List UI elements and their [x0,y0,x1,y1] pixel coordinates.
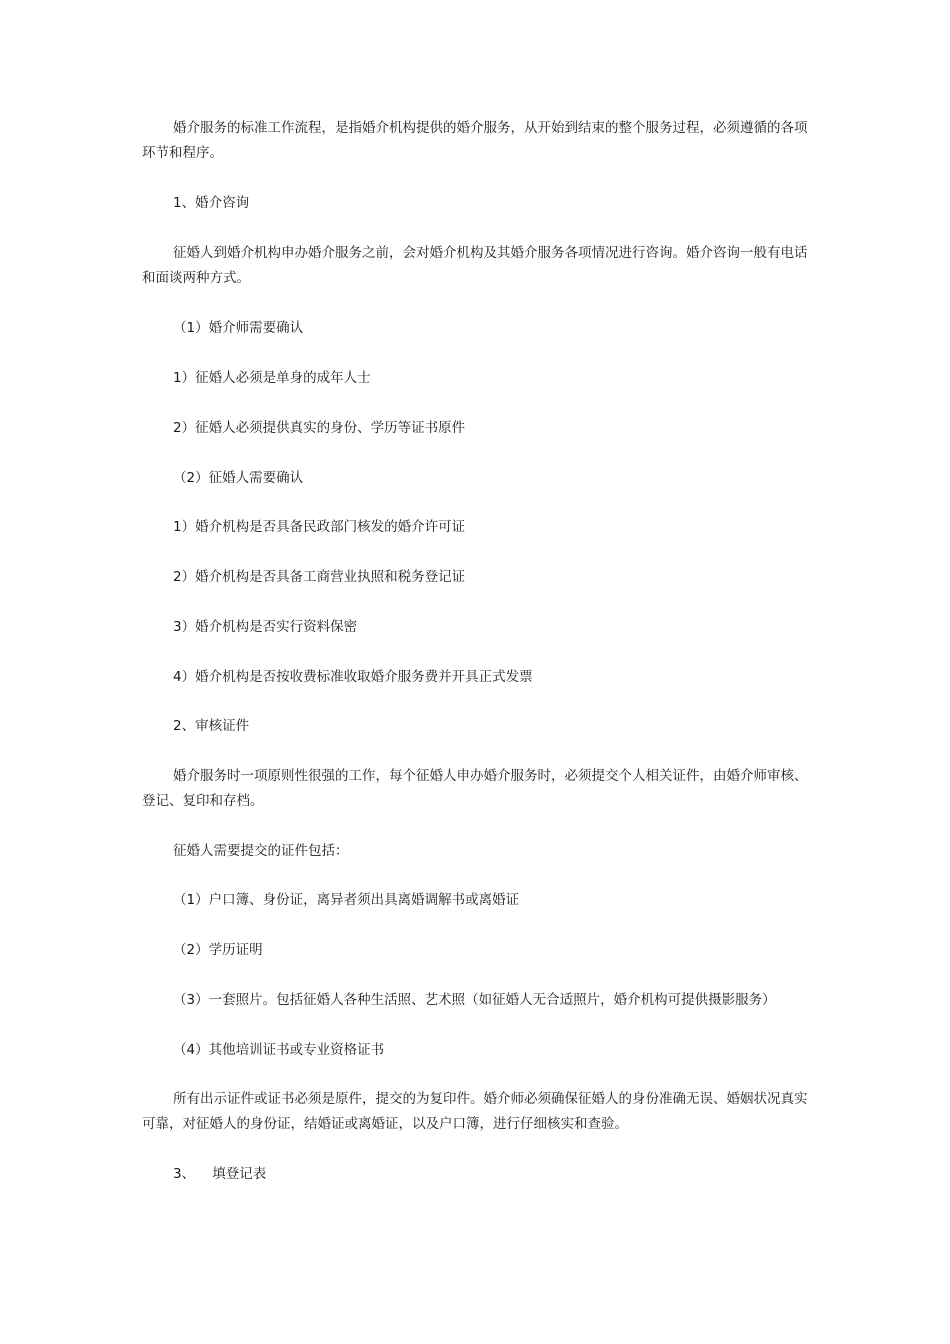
list-item: （2）学历证明 [173,942,263,958]
consultation-paragraph: 征婚人到婚介机构申办婚介服务之前，会对婚介机构及其婚介服务各项情况进行咨询。婚介咨询一般有电话和面谈两种方式。 [142,245,808,286]
list-item: （1）户口簿、身份证，离异者须出具离婚调解书或离婚证 [173,892,520,908]
list-item: 2）婚介机构是否具备工商营业执照和税务登记证 [173,569,466,585]
intro-paragraph: 婚介服务的标准工作流程，是指婚介机构提供的婚介服务，从开始到结束的整个服务过程，必须遵循的各项环节和程序。 [142,120,808,161]
subheading-matchmaker-confirm: （1）婚介师需要确认 [173,320,304,336]
list-item: 3）婚介机构是否实行资料保密 [173,619,358,635]
list-item: （4）其他培训证书或专业资格证书 [173,1042,385,1058]
section-heading-verify-documents: 2、审核证件 [173,718,250,734]
documents-intro: 征婚人需要提交的证件包括： [173,843,349,859]
section-heading-registration-form: 3、 填登记表 [173,1166,267,1182]
list-item: （3）一套照片。包括征婚人各种生活照、艺术照（如征婚人无合适照片，婚介机构可提供摄影服务） [173,992,776,1008]
verify-paragraph: 婚介服务时一项原则性很强的工作，每个征婚人申办婚介服务时，必须提交个人相关证件，由婚介师审核、登记、复印和存档。 [142,768,808,809]
list-item: 4）婚介机构是否按收费标准收取婚介服务费并开具正式发票 [173,669,533,685]
originals-paragraph: 所有出示证件或证书必须是原件，提交的为复印件。婚介师必须确保征婚人的身份准确无误、婚姻状况真实可靠，对征婚人的身份证，结婚证或离婚证，以及户口簿，进行仔细核实和查验。 [142,1091,808,1132]
list-item: 1）婚介机构是否具备民政部门核发的婚介许可证 [173,519,466,535]
list-item: 1）征婚人必须是单身的成年人士 [173,370,371,386]
list-item: 2）征婚人必须提供真实的身份、学历等证书原件 [173,420,466,436]
subheading-applicant-confirm: （2）征婚人需要确认 [173,470,304,486]
section-heading-consultation: 1、婚介咨询 [173,195,250,211]
